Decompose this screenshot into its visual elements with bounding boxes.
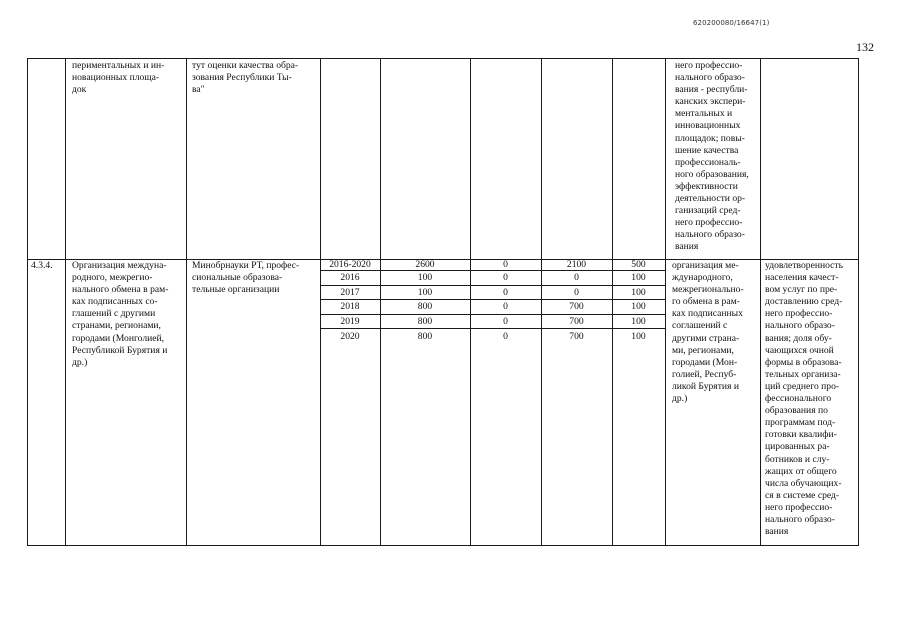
- document-id: 620200080/16647(1): [693, 19, 770, 27]
- funding-other: 100: [631, 272, 646, 283]
- table-bottom-border: [27, 545, 859, 546]
- page-number: 132: [856, 40, 874, 54]
- funding-other: 100: [631, 301, 646, 312]
- funding-republic: 700: [569, 301, 584, 312]
- funding-federal: 0: [503, 287, 508, 298]
- funding-republic: 700: [569, 316, 584, 327]
- col-border: [65, 58, 66, 546]
- year-separator: [320, 328, 665, 329]
- funding-year: 2020: [340, 331, 360, 342]
- year-separator: [320, 299, 665, 300]
- table-top-border: [27, 58, 859, 59]
- year-separator: [320, 314, 665, 315]
- funding-year: 2019: [340, 316, 360, 327]
- funding-year: 2016-2020: [329, 259, 371, 270]
- funding-other: 100: [631, 331, 646, 342]
- year-separator: [320, 285, 665, 286]
- funding-total: 800: [417, 331, 433, 342]
- col-border: [665, 58, 666, 546]
- funding-republic: 2100: [566, 259, 587, 270]
- funding-other: 500: [631, 259, 646, 270]
- funding-federal: 0: [503, 331, 508, 342]
- funding-federal: 0: [503, 272, 508, 283]
- row-executors: Минобрнауки РТ, профес- сиональные образова- тельные организации: [192, 260, 300, 296]
- funding-year: 2018: [340, 301, 360, 312]
- funding-year: 2016: [340, 272, 360, 283]
- prev-row-executors: тут оценки качества обра- зования Республики Ты- ва": [192, 60, 299, 96]
- col-border: [760, 58, 761, 546]
- funding-total: 100: [417, 287, 433, 298]
- funding-federal: 0: [503, 301, 508, 312]
- funding-other: 100: [631, 287, 646, 298]
- row-name: Организация междуна- родного, межрегио- нального обмена в рам- ках подписанных со- глашений с другими странами, регионами, городами (Монголией, Республикой Бурятия и др.): [72, 260, 169, 368]
- col-border: [858, 58, 859, 546]
- row-number: 4.3.4.: [31, 260, 53, 271]
- funding-total: 100: [417, 272, 433, 283]
- col-border: [186, 58, 187, 546]
- funding-total: 800: [417, 316, 433, 327]
- funding-total: 800: [417, 301, 433, 312]
- funding-year: 2017: [340, 287, 360, 298]
- funding-total: 2600: [415, 259, 435, 270]
- funding-federal: 0: [503, 316, 508, 327]
- row-indicator: удовлетворенность населения качест- вом услуг по пре- доставлению сред- него профессио- нального образо- вания; доля обу- чающихся очной формы в образова- тельных организа- ций среднего про- фессионального образования по программам под- готовки квалифи- цированных ра- ботников и слу- жащих от общего числа обучающих- ся в системе сред- него профессио- нального образо- вания: [765, 260, 843, 538]
- funding-federal: 0: [503, 259, 508, 270]
- funding-republic: 0: [574, 272, 579, 283]
- funding-republic: 0: [574, 287, 579, 298]
- funding-republic: 700: [569, 331, 584, 342]
- prev-row-result: него профессио- нального образо- вания - республи- канских экспери- ментальных и инновационных площадок; повы- шение качества профессиональ- ного образования, эффективности деятельности ор- ганизаций сред- него профессио- нального образо- вания: [675, 60, 749, 253]
- col-border: [27, 58, 28, 546]
- prev-row-name: периментальных и ин- новационных площа- док: [72, 60, 165, 96]
- funding-other: 100: [631, 316, 646, 327]
- row-result: организация ме- ждународного, межрегионально- го обмена в рам- ках подписанных соглашений с другими страна- ми, регионами, городами (Мон- голией, Респуб- ликой Бурятия и др.): [672, 260, 744, 405]
